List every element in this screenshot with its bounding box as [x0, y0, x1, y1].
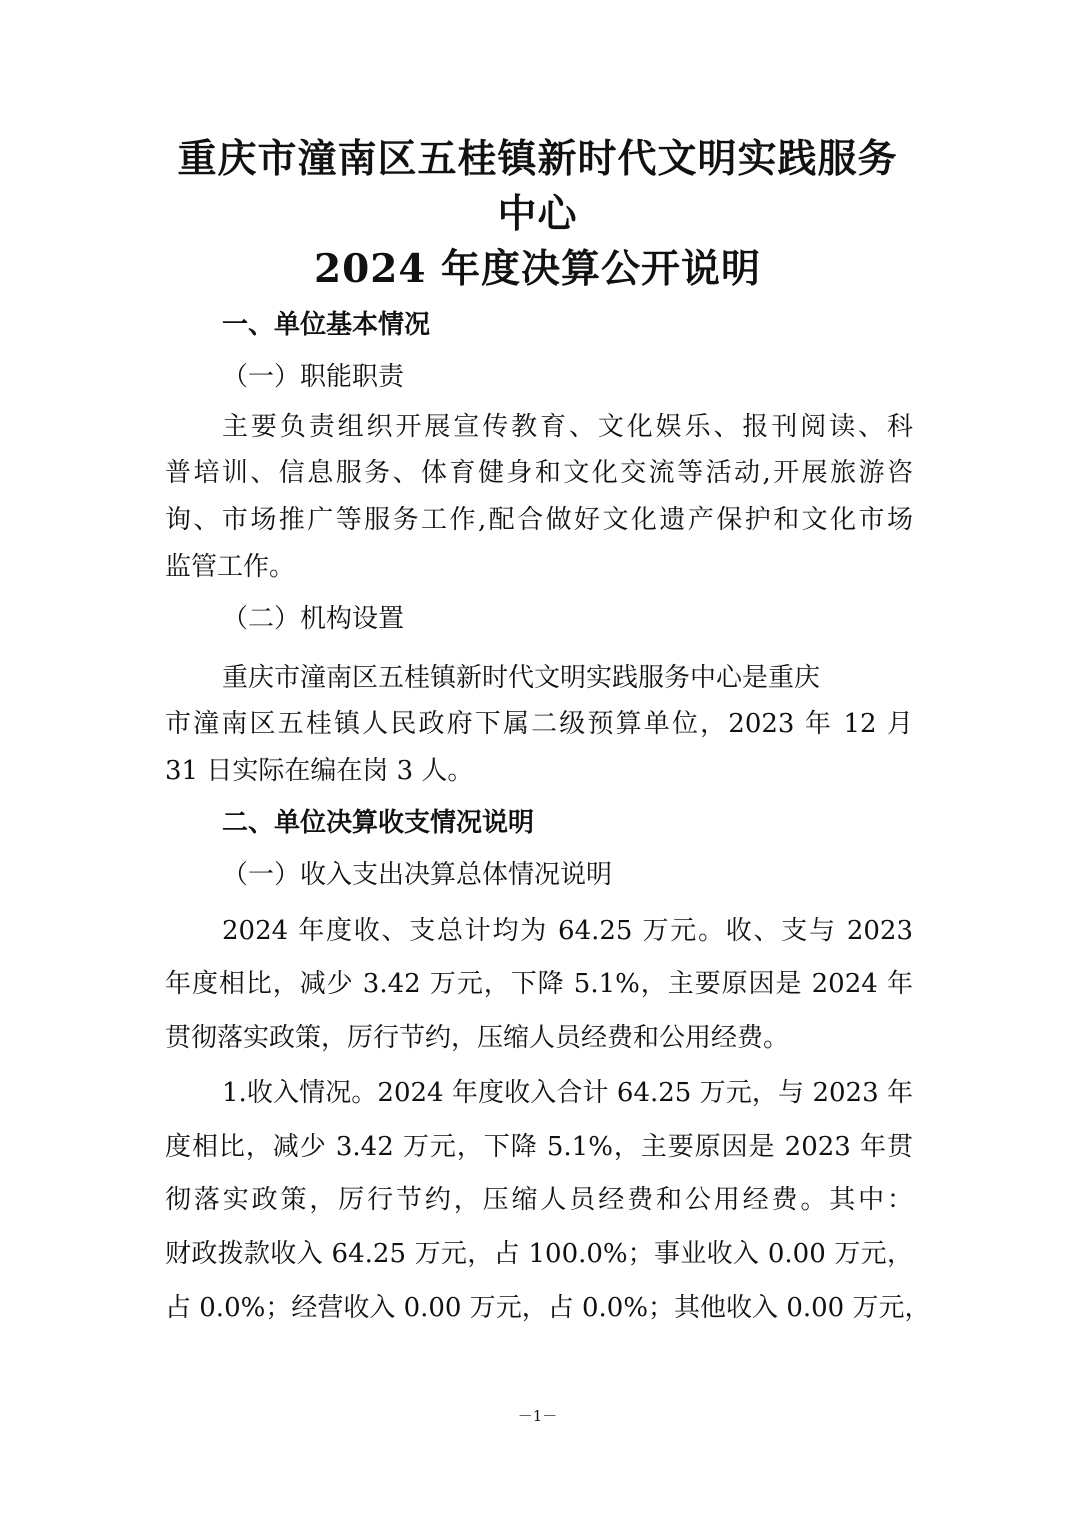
- paragraph-line: 财政拨款收入 64.25 万元，占 100.0%；事业收入 0.00 万元，: [165, 1239, 913, 1269]
- paragraph-line: 1.收入情况。2024 年度收入合计 64.25 万元，与 2023 年: [222, 1078, 913, 1108]
- subsection-heading-organization: （二）机构设置: [222, 604, 405, 634]
- paragraph-line: 31 日实际在编在岗 3 人。: [165, 756, 474, 786]
- paragraph-line: 度相比，减少 3.42 万元，下降 5.1%，主要原因是 2023 年贯: [165, 1132, 913, 1162]
- paragraph-line: 监管工作。: [165, 552, 296, 582]
- paragraph-line: 占 0.0%；经营收入 0.00 万元，占 0.0%；其他收入 0.00 万元，: [165, 1293, 931, 1323]
- paragraph-line: 重庆市潼南区五桂镇新时代文明实践服务中心是重庆: [222, 663, 821, 693]
- paragraph-line: 贯彻落实政策，厉行节约，压缩人员经费和公用经费。: [165, 1023, 790, 1053]
- paragraph-line: 彻落实政策，厉行节约，压缩人员经费和公用经费。其中：: [165, 1185, 913, 1215]
- subsection-heading-functions: （一）职能职责: [222, 362, 405, 392]
- section-heading-budget-summary: 二、单位决算收支情况说明: [222, 808, 535, 838]
- paragraph-line: 询、市场推广等服务工作,配合做好文化遗产保护和文化市场: [165, 505, 913, 535]
- paragraph-line: 年度相比，减少 3.42 万元，下降 5.1%，主要原因是 2024 年: [165, 969, 913, 999]
- document-title-line-3: 2024 年度决算公开说明: [313, 246, 762, 292]
- paragraph-line: 主要负责组织开展宣传教育、文化娱乐、报刊阅读、科: [222, 412, 913, 442]
- section-heading-basic-info: 一、单位基本情况: [222, 310, 431, 340]
- paragraph-line: 市潼南区五桂镇人民政府下属二级预算单位，2023 年 12 月: [165, 709, 913, 739]
- paragraph-line: 普培训、信息服务、体育健身和文化交流等活动,开展旅游咨: [165, 458, 913, 488]
- subsection-heading-income-expense: （一）收入支出决算总体情况说明: [222, 860, 613, 890]
- page-number: －1－: [517, 1407, 558, 1425]
- paragraph-line: 2024 年度收、支总计均为 64.25 万元。收、支与 2023: [222, 916, 913, 946]
- document-title-line-2: 中心: [497, 191, 578, 237]
- document-title-line-1: 重庆市潼南区五桂镇新时代文明实践服务: [177, 136, 898, 182]
